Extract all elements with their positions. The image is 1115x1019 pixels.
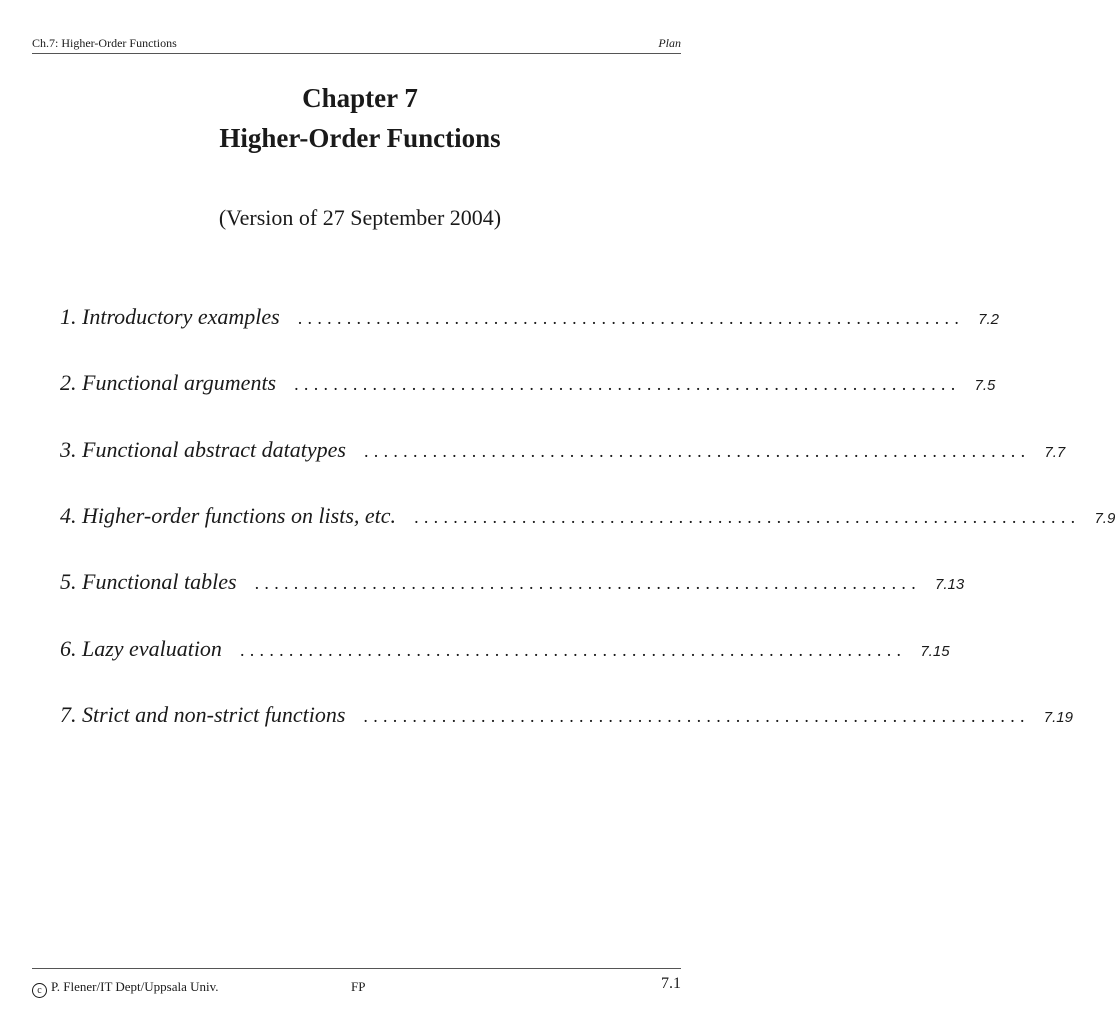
- toc-entry-page: 7.19: [1043, 709, 1073, 726]
- toc-leader-dots: ....................................................................: [363, 441, 1031, 461]
- toc-leader-dots: ....................................................................: [239, 640, 907, 660]
- toc-leader-dots: ....................................................................: [254, 573, 921, 593]
- toc-entry-label: 6. Lazy evaluation: [60, 636, 222, 661]
- toc-entry: [60, 503, 1115, 533]
- copyright-icon: c: [32, 983, 47, 998]
- toc-entry-label: 5. Functional tables: [60, 569, 237, 594]
- toc-entry: [60, 569, 965, 599]
- chapter-title: Higher-Order Functions: [219, 123, 501, 153]
- toc-entry: [60, 702, 1073, 732]
- footer-rule: [32, 968, 681, 969]
- toc-entry: [60, 304, 1000, 334]
- toc-entry-label: 4. Higher-order functions on lists, etc.: [60, 503, 397, 528]
- toc-entry-label: 2. Functional arguments: [60, 370, 277, 395]
- toc-entry-page: 7.7: [1044, 444, 1066, 461]
- toc-entry-label: 1. Introductory examples: [60, 304, 280, 329]
- footer-course: FP: [351, 979, 366, 994]
- running-header: [32, 36, 681, 51]
- toc-entry-page: 7.2: [978, 311, 1000, 328]
- toc-entry: [60, 636, 950, 666]
- toc-leader-dots: ....................................................................: [297, 308, 965, 328]
- toc-entry-label: 3. Functional abstract datatypes: [60, 437, 346, 462]
- footer-author: P. Flener/IT Dept/Uppsala Univ.: [51, 979, 219, 994]
- toc-entry-page: 7.5: [974, 377, 996, 394]
- header-chapter-title: Ch.7: Higher-Order Functions: [32, 36, 177, 50]
- chapter-number: Chapter 7: [302, 83, 418, 113]
- footer-copyright: [32, 979, 219, 998]
- toc-leader-dots: ....................................................................: [294, 374, 961, 394]
- toc-entry-page: 7.9: [1094, 510, 1115, 527]
- version-note: (Version of 27 September 2004): [218, 205, 502, 230]
- toc-entry: [60, 370, 996, 400]
- toc-leader-dots: ....................................................................: [363, 706, 1030, 726]
- header-rule: [32, 53, 681, 54]
- toc-entry-page: 7.15: [920, 643, 950, 660]
- footer-page-number: 7.1: [661, 975, 681, 992]
- toc-entry: [60, 437, 1066, 467]
- toc-entry-page: 7.13: [935, 576, 965, 593]
- header-section-label: Plan: [658, 36, 681, 50]
- toc-leader-dots: ....................................................................: [414, 507, 1081, 527]
- toc-entry-label: 7. Strict and non-strict functions: [60, 702, 346, 727]
